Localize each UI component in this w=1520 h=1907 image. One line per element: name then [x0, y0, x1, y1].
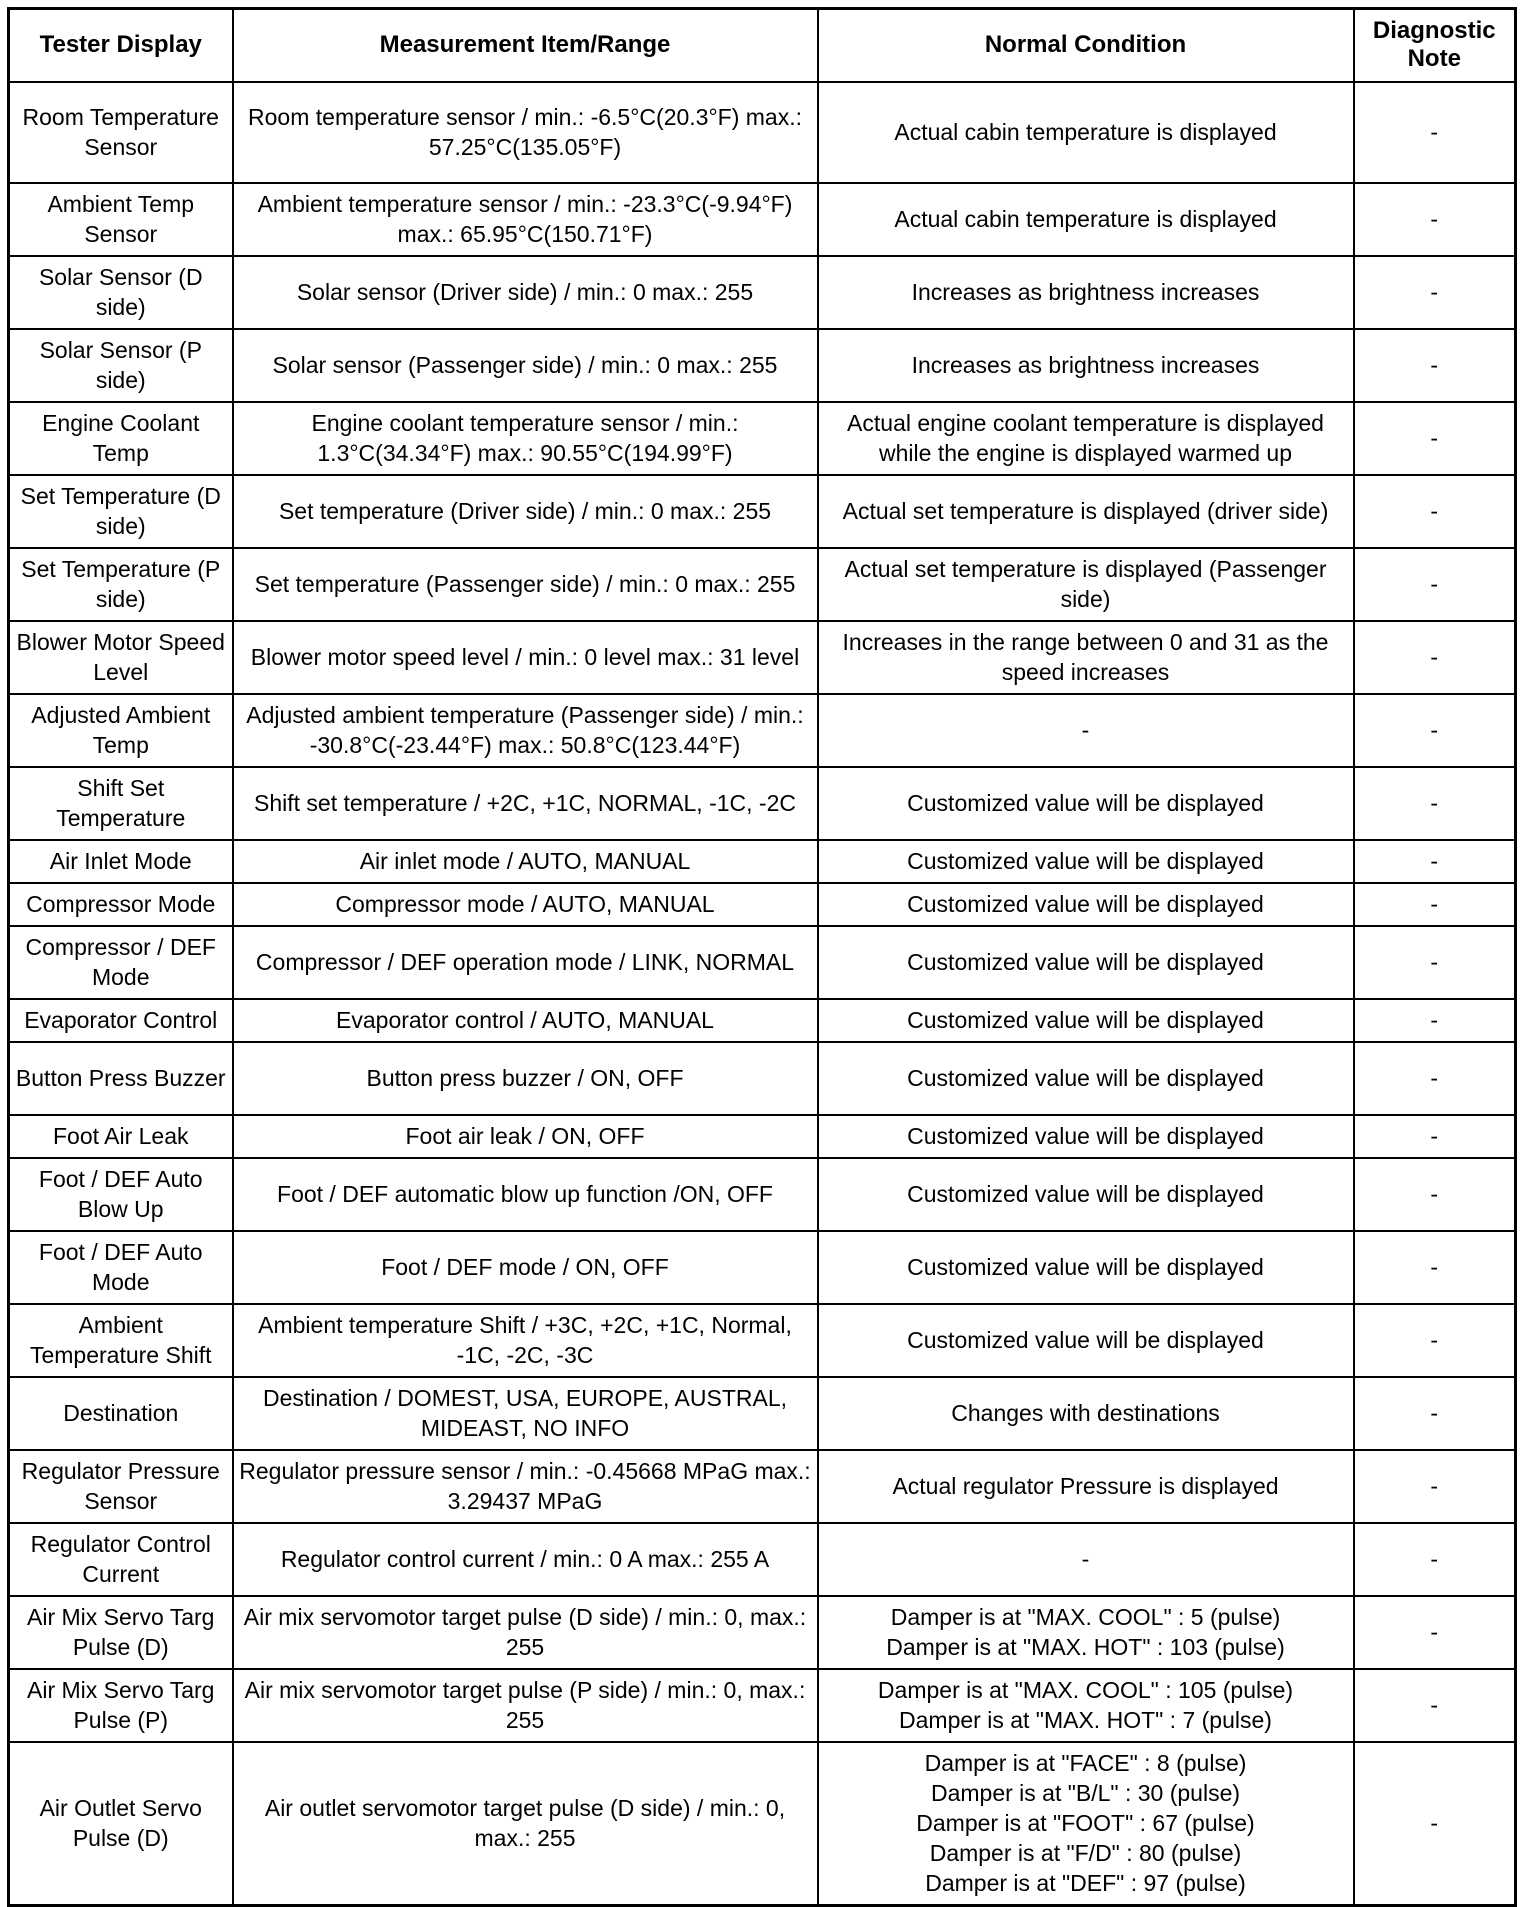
- normal-condition-cell: Actual cabin temperature is displayed: [818, 183, 1354, 256]
- normal-condition-cell: Customized value will be displayed: [818, 999, 1354, 1042]
- table-row: [9, 999, 1516, 1042]
- measurement-range-cell: Regulator pressure sensor / min.: -0.45668 MPaG max.: 3.29437 MPaG: [233, 1450, 818, 1523]
- tester-display-cell: Air Outlet Servo Pulse (D): [9, 1742, 233, 1906]
- tester-display-cell: Compressor Mode: [9, 883, 233, 926]
- tester-display-cell: Solar Sensor (P side): [9, 329, 233, 402]
- normal-condition-cell: Customized value will be displayed: [818, 926, 1354, 999]
- measurement-range-cell: Air inlet mode / AUTO, MANUAL: [233, 840, 818, 883]
- diagnostic-note-cell: -: [1354, 694, 1516, 767]
- normal-condition-cell: Actual set temperature is displayed (Passenger side): [818, 548, 1354, 621]
- diagnostic-note-cell: -: [1354, 256, 1516, 329]
- diagnostic-note-cell: -: [1354, 1669, 1516, 1742]
- tester-display-cell: Blower Motor Speed Level: [9, 621, 233, 694]
- header-measurement-item: Measurement Item/Range: [233, 9, 818, 82]
- measurement-range-cell: Destination / DOMEST, USA, EUROPE, AUSTRAL, MIDEAST, NO INFO: [233, 1377, 818, 1450]
- diagnostic-note-cell: -: [1354, 1523, 1516, 1596]
- measurement-range-cell: Ambient temperature Shift / +3C, +2C, +1C, Normal, -1C, -2C, -3C: [233, 1304, 818, 1377]
- measurement-range-cell: Blower motor speed level / min.: 0 level max.: 31 level: [233, 621, 818, 694]
- normal-condition-cell: Customized value will be displayed: [818, 1304, 1354, 1377]
- header-normal-condition: Normal Condition: [818, 9, 1354, 82]
- diagnostic-note-cell: -: [1354, 1042, 1516, 1115]
- tester-display-cell: Evaporator Control: [9, 999, 233, 1042]
- diagnostic-note-cell: -: [1354, 999, 1516, 1042]
- diagnostic-note-cell: -: [1354, 1231, 1516, 1304]
- measurement-range-cell: Compressor / DEF operation mode / LINK, NORMAL: [233, 926, 818, 999]
- normal-condition-cell: Actual regulator Pressure is displayed: [818, 1450, 1354, 1523]
- table-row: [9, 1669, 1516, 1742]
- header-diagnostic-note: Diagnostic Note: [1354, 9, 1516, 82]
- measurement-range-cell: Engine coolant temperature sensor / min.: 1.3°C(34.34°F) max.: 90.55°C(194.99°F): [233, 402, 818, 475]
- tester-display-cell: Set Temperature (P side): [9, 548, 233, 621]
- table-row: [9, 1042, 1516, 1115]
- header-row: [9, 9, 1516, 82]
- tester-display-cell: Compressor / DEF Mode: [9, 926, 233, 999]
- normal-condition-cell: Customized value will be displayed: [818, 1115, 1354, 1158]
- measurement-range-cell: Ambient temperature sensor / min.: -23.3°C(-9.94°F) max.: 65.95°C(150.71°F): [233, 183, 818, 256]
- tester-display-cell: Air Mix Servo Targ Pulse (D): [9, 1596, 233, 1669]
- tester-display-cell: Adjusted Ambient Temp: [9, 694, 233, 767]
- diagnostic-note-cell: -: [1354, 767, 1516, 840]
- measurement-range-cell: Air mix servomotor target pulse (D side) / min.: 0, max.: 255: [233, 1596, 818, 1669]
- diagnostic-note-cell: -: [1354, 183, 1516, 256]
- measurement-range-cell: Evaporator control / AUTO, MANUAL: [233, 999, 818, 1042]
- tester-display-cell: Air Mix Servo Targ Pulse (P): [9, 1669, 233, 1742]
- normal-condition-cell: Actual set temperature is displayed (driver side): [818, 475, 1354, 548]
- measurement-range-cell: Button press buzzer / ON, OFF: [233, 1042, 818, 1115]
- normal-condition-cell: -: [818, 694, 1354, 767]
- measurement-range-cell: Adjusted ambient temperature (Passenger side) / min.: -30.8°C(-23.44°F) max.: 50.8°C(123.44°F): [233, 694, 818, 767]
- measurement-range-cell: Regulator control current / min.: 0 A max.: 255 A: [233, 1523, 818, 1596]
- table-row: [9, 329, 1516, 402]
- table-row: [9, 1377, 1516, 1450]
- table-row: [9, 256, 1516, 329]
- tester-display-cell: Air Inlet Mode: [9, 840, 233, 883]
- measurement-range-cell: Foot air leak / ON, OFF: [233, 1115, 818, 1158]
- normal-condition-cell: Customized value will be displayed: [818, 1158, 1354, 1231]
- measurement-range-cell: Solar sensor (Driver side) / min.: 0 max.: 255: [233, 256, 818, 329]
- normal-condition-cell: Increases as brightness increases: [818, 256, 1354, 329]
- normal-condition-cell: Customized value will be displayed: [818, 1231, 1354, 1304]
- table-row: [9, 1231, 1516, 1304]
- tester-display-cell: Foot / DEF Auto Mode: [9, 1231, 233, 1304]
- diagnostic-note-cell: -: [1354, 475, 1516, 548]
- table-row: [9, 1158, 1516, 1231]
- measurement-range-cell: Foot / DEF mode / ON, OFF: [233, 1231, 818, 1304]
- normal-condition-cell: Damper is at "MAX. COOL" : 105 (pulse) Damper is at "MAX. HOT" : 7 (pulse): [818, 1669, 1354, 1742]
- tester-display-cell: Foot / DEF Auto Blow Up: [9, 1158, 233, 1231]
- diagnostic-note-cell: -: [1354, 402, 1516, 475]
- measurement-range-cell: Room temperature sensor / min.: -6.5°C(20.3°F) max.: 57.25°C(135.05°F): [233, 82, 818, 183]
- table-row: [9, 767, 1516, 840]
- normal-condition-cell: Customized value will be displayed: [818, 883, 1354, 926]
- table-row: [9, 621, 1516, 694]
- table-row: [9, 694, 1516, 767]
- measurement-range-cell: Set temperature (Driver side) / min.: 0 max.: 255: [233, 475, 818, 548]
- diagnostic-note-cell: -: [1354, 1158, 1516, 1231]
- table-row: [9, 1450, 1516, 1523]
- normal-condition-cell: Actual engine coolant temperature is displayed while the engine is displayed warmed up: [818, 402, 1354, 475]
- table-row: [9, 82, 1516, 183]
- header-tester-display: Tester Display: [9, 9, 233, 82]
- document-page: [7, 7, 1517, 1907]
- diagnostic-note-cell: -: [1354, 926, 1516, 999]
- table-row: [9, 1523, 1516, 1596]
- measurement-range-cell: Air mix servomotor target pulse (P side) / min.: 0, max.: 255: [233, 1669, 818, 1742]
- normal-condition-cell: -: [818, 1523, 1354, 1596]
- tester-display-cell: Set Temperature (D side): [9, 475, 233, 548]
- tester-display-cell: Solar Sensor (D side): [9, 256, 233, 329]
- diagnostic-note-cell: -: [1354, 621, 1516, 694]
- table-row: [9, 475, 1516, 548]
- diagnostic-note-cell: -: [1354, 1115, 1516, 1158]
- measurement-range-cell: Air outlet servomotor target pulse (D side) / min.: 0, max.: 255: [233, 1742, 818, 1906]
- diagnostic-note-cell: -: [1354, 840, 1516, 883]
- measurement-range-cell: Foot / DEF automatic blow up function /ON, OFF: [233, 1158, 818, 1231]
- diagnostic-note-cell: -: [1354, 1742, 1516, 1906]
- diagnostic-table: [7, 7, 1517, 1907]
- normal-condition-cell: Actual cabin temperature is displayed: [818, 82, 1354, 183]
- normal-condition-cell: Increases as brightness increases: [818, 329, 1354, 402]
- measurement-range-cell: Solar sensor (Passenger side) / min.: 0 max.: 255: [233, 329, 818, 402]
- measurement-range-cell: Shift set temperature / +2C, +1C, NORMAL, -1C, -2C: [233, 767, 818, 840]
- tester-display-cell: Foot Air Leak: [9, 1115, 233, 1158]
- table-row: [9, 883, 1516, 926]
- table-row: [9, 840, 1516, 883]
- tester-display-cell: Regulator Control Current: [9, 1523, 233, 1596]
- diagnostic-note-cell: -: [1354, 329, 1516, 402]
- table-row: [9, 1596, 1516, 1669]
- normal-condition-cell: Changes with destinations: [818, 1377, 1354, 1450]
- measurement-range-cell: Compressor mode / AUTO, MANUAL: [233, 883, 818, 926]
- diagnostic-note-cell: -: [1354, 548, 1516, 621]
- normal-condition-cell: Customized value will be displayed: [818, 767, 1354, 840]
- diagnostic-note-cell: -: [1354, 1304, 1516, 1377]
- table-row: [9, 1115, 1516, 1158]
- table-row: [9, 183, 1516, 256]
- tester-display-cell: Engine Coolant Temp: [9, 402, 233, 475]
- normal-condition-cell: Increases in the range between 0 and 31 as the speed increases: [818, 621, 1354, 694]
- normal-condition-cell: Damper is at "MAX. COOL" : 5 (pulse) Damper is at "MAX. HOT" : 103 (pulse): [818, 1596, 1354, 1669]
- diagnostic-note-cell: -: [1354, 82, 1516, 183]
- normal-condition-cell: Customized value will be displayed: [818, 1042, 1354, 1115]
- diagnostic-note-cell: -: [1354, 883, 1516, 926]
- tester-display-cell: Ambient Temp Sensor: [9, 183, 233, 256]
- tester-display-cell: Shift Set Temperature: [9, 767, 233, 840]
- table-body: [9, 82, 1516, 1906]
- table-row: [9, 402, 1516, 475]
- tester-display-cell: Button Press Buzzer: [9, 1042, 233, 1115]
- measurement-range-cell: Set temperature (Passenger side) / min.: 0 max.: 255: [233, 548, 818, 621]
- tester-display-cell: Ambient Temperature Shift: [9, 1304, 233, 1377]
- diagnostic-note-cell: -: [1354, 1596, 1516, 1669]
- table-row: [9, 926, 1516, 999]
- table-row: [9, 548, 1516, 621]
- diagnostic-note-cell: -: [1354, 1450, 1516, 1523]
- normal-condition-cell: Damper is at "FACE" : 8 (pulse) Damper is at "B/L" : 30 (pulse) Damper is at "FOOT" : 67 (pulse) Damper is at "F/D" : 80 (pulse) Damper is at "DEF" : 97 (pulse): [818, 1742, 1354, 1906]
- normal-condition-cell: Customized value will be displayed: [818, 840, 1354, 883]
- table-row: [9, 1742, 1516, 1906]
- tester-display-cell: Destination: [9, 1377, 233, 1450]
- table-row: [9, 1304, 1516, 1377]
- diagnostic-note-cell: -: [1354, 1377, 1516, 1450]
- tester-display-cell: Regulator Pressure Sensor: [9, 1450, 233, 1523]
- tester-display-cell: Room Temperature Sensor: [9, 82, 233, 183]
